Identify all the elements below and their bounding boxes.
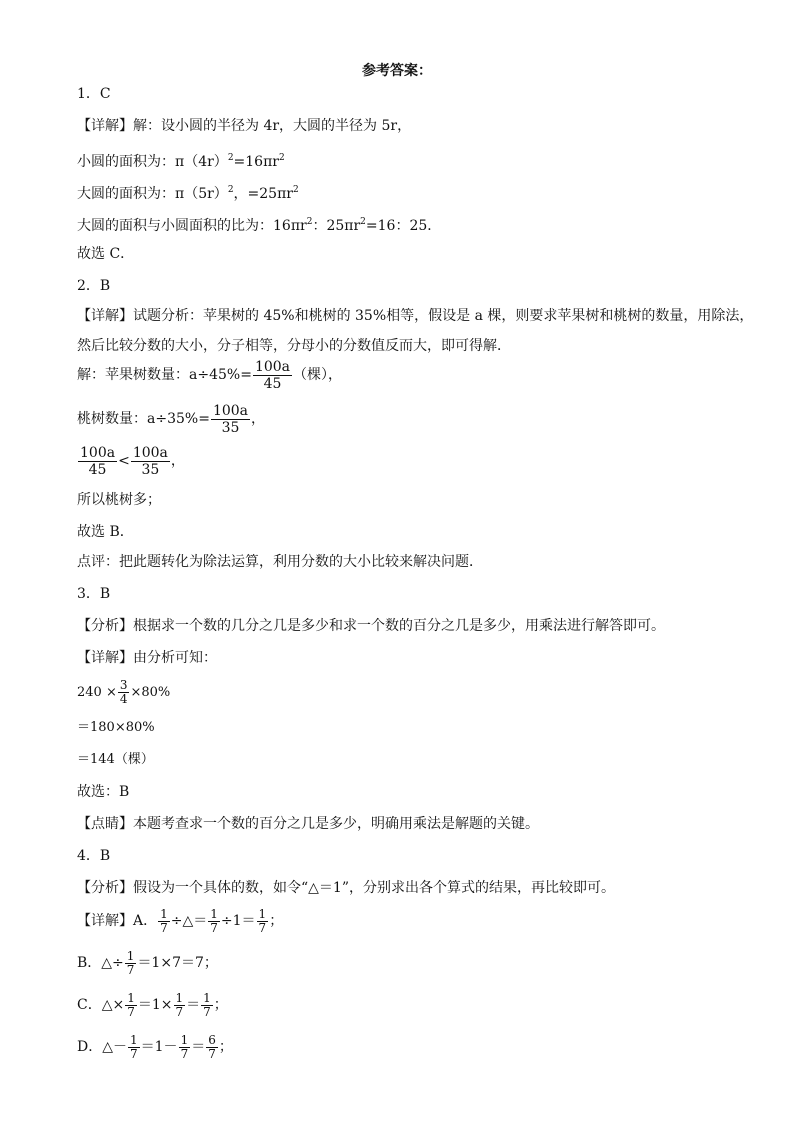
fraction: $\frac{1}{7}$ <box>258 906 267 935</box>
q2-peach-tree-count: 桃树数量：a÷35%= $\frac{100a}{35}$ ， <box>77 402 266 436</box>
fraction: $\frac{1}{7}$ <box>127 990 135 1019</box>
fraction: $\frac{1}{7}$ <box>180 1032 189 1061</box>
q1-detail-line: 【详解】解：设小圆的半径为 4r，大圆的半径为 5r， <box>77 118 412 134</box>
q2-analysis-line1: 【详解】试题分析：苹果树的 45%和桃树的 35%相等，假设是 a 棵，则要求苹果树和桃树的数量，用除法， <box>77 308 754 324</box>
q1-small-circle-area: 小圆的面积为：$\pi(4r)^2=16\pi r^2$ <box>77 153 285 170</box>
q2-result: 所以桃树多； <box>77 492 161 508</box>
q3-step1: ＝180×80% <box>77 720 155 735</box>
fraction: $\frac{6}{7}$ <box>208 1032 216 1061</box>
q3-expression: 240 × $\frac{3}{4}$ ×80% <box>77 678 171 706</box>
fraction: $\frac{3}{4}$ <box>119 678 128 706</box>
q3-answer: 3．B <box>77 586 111 602</box>
q1-area-ratio: 大圆的面积与小圆面积的比为：$16\pi r^2$：$25\pi r^2=16$：25． <box>77 217 442 234</box>
q2-apple-tree-count: 解：苹果树数量：a÷45%= $\frac{100a}{45}$ （棵）， <box>77 358 343 392</box>
fraction: $\frac{100a}{35}$ <box>212 402 249 436</box>
fraction: $\frac{1}{7}$ <box>210 906 218 935</box>
q2-conclusion: 故选 B． <box>77 524 134 540</box>
q2-fraction-comparison: $\frac{100a}{45}$ < $\frac{100a}{35}$ ， <box>80 444 185 478</box>
q2-comment: 点评：把此题转化为除法运算，利用分数的大小比较来解决问题． <box>77 554 483 570</box>
q4-option-b: B．△÷ $\frac{1}{7}$ ＝1×7＝7； <box>77 948 218 977</box>
page-title: 参考答案： <box>362 63 432 79</box>
q4-option-a: 【详解】A． $\frac{1}{7}$ ÷△＝ $\frac{1}{7}$ ÷1＝ $\frac{1}{7}$ ； <box>77 906 284 935</box>
q2-analysis-line2: 然后比较分数的大小，分子相等，分母小的分数值反而大，即可得解． <box>77 338 511 354</box>
fraction: $\frac{1}{7}$ <box>130 1032 138 1061</box>
q1-conclusion: 故选 C． <box>77 246 135 262</box>
fraction: $\frac{1}{7}$ <box>126 948 135 977</box>
q3-tip: 【点睛】本题考查求一个数的百分之几是多少，明确用乘法是解题的关键。 <box>77 816 539 832</box>
q3-detail: 【详解】由分析可知： <box>77 650 217 666</box>
fraction: $\frac{1}{7}$ <box>160 906 168 935</box>
fraction: $\frac{100a}{35}$ <box>132 444 168 478</box>
fraction: $\frac{1}{7}$ <box>175 990 184 1019</box>
q4-option-d: D．△－ $\frac{1}{7}$ ＝1－ $\frac{1}{7}$ ＝ $\frac{6}{7}$ ； <box>77 1032 233 1061</box>
q4-option-c: C．△× $\frac{1}{7}$ ＝1× $\frac{1}{7}$ ＝ $\frac{1}{7}$ ； <box>77 990 228 1019</box>
q2-answer: 2．B <box>77 278 111 294</box>
fraction: $\frac{1}{7}$ <box>203 990 211 1019</box>
q3-analysis: 【分析】根据求一个数的几分之几是多少和求一个数的百分之几是多少，用乘法进行解答即可。 <box>77 618 665 634</box>
q1-answer: 1．C <box>77 86 111 102</box>
fraction: $\frac{100a}{45}$ <box>254 358 291 392</box>
q3-conclusion: 故选：B <box>77 784 130 800</box>
q4-analysis: 【分析】假设为一个具体的数，如令“△＝1”，分别求出各个算式的结果，再比较即可。 <box>77 880 615 896</box>
q1-large-circle-area: 大圆的面积为：$\pi(5r)^2$，$=25\pi r^2$ <box>77 185 299 202</box>
q3-step2: ＝144（棵） <box>77 752 154 767</box>
fraction: $\frac{100a}{45}$ <box>80 444 116 478</box>
q4-answer: 4．B <box>77 848 111 864</box>
